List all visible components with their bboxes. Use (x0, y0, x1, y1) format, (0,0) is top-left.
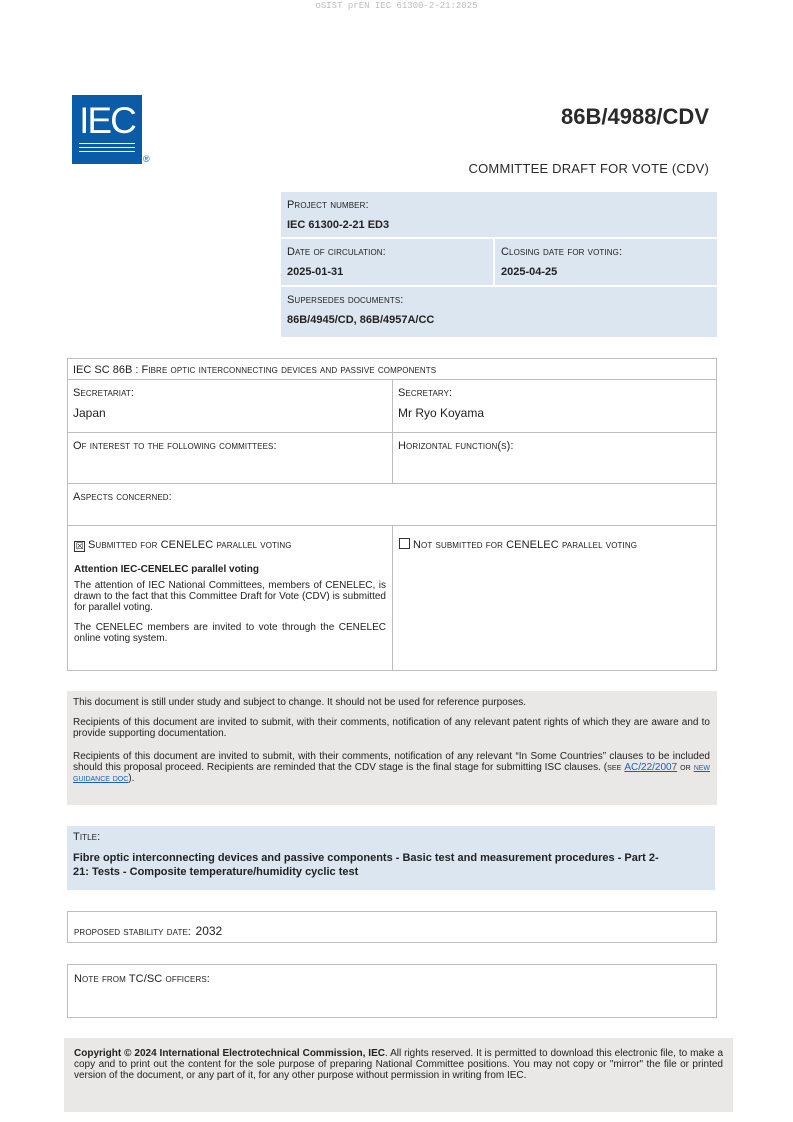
not-submitted-option (399, 535, 637, 553)
committee-title-row (67, 358, 717, 380)
aspects-cell (67, 483, 717, 526)
notice-p2: Recipients of this document are invited to submit, with their comments, notification of any relevant patent rights of which they are aware and to provide supporting documentation. (73, 717, 710, 739)
notice-p3-text: Recipients of this document are invited to submit, with their comments, notification of any relevant “In Some Countries” clauses to be included should this proposal proceed. Recipients are reminded that the CDV stage is the final stage for submitting ISC clauses. ( (73, 751, 710, 773)
secretariat-cell (67, 379, 393, 433)
circulation-date-cell (281, 239, 493, 285)
closing-date-label: Closing date for voting: (501, 246, 623, 258)
horizontal-function-cell (392, 432, 717, 484)
committee-title (73, 364, 436, 376)
supersedes-label: Supersedes documents: (287, 294, 404, 306)
attention-title: Attention IEC-CENELEC parallel voting (74, 564, 260, 575)
attention-paragraph-2: The CENELEC members are invited to vote through the CENELEC online voting system. (74, 622, 386, 644)
copyright-box (64, 1038, 733, 1112)
secretary-value: Mr Ryo Koyama (398, 406, 485, 420)
note-label: Note from TC/SC officers: (74, 973, 210, 985)
committee-name: Fibre optic interconnecting devices and passive components (141, 364, 437, 376)
copyright-text (74, 1048, 723, 1081)
closing-date-cell (495, 239, 717, 285)
committee-id: IEC SC 86B : (73, 364, 142, 376)
checked-checkbox[interactable]: ☒ (75, 541, 84, 551)
not-submitted-label: Not submitted for CENELEC parallel voting (413, 539, 638, 551)
document-number: 86B/4988/CDV (561, 104, 709, 129)
notice-box (67, 691, 717, 805)
notice-end: ). (128, 773, 135, 784)
logo-lines (79, 143, 135, 155)
cenelec-not-submitted-cell (392, 525, 717, 671)
stability (74, 922, 222, 940)
notice-p3 (73, 751, 710, 784)
cenelec-submitted-cell (67, 525, 393, 671)
secretariat-label: Secretariat: (73, 387, 135, 399)
project-number-label: Project number: (287, 199, 369, 211)
copyright-body: . All rights reserved. It is permitted to download this electronic file, to make a copy and to print out the content for the sole purpose of preparing National Committee positions. You may not copy or "mirror" the file or printed version of the document, or any part of it, for any other purpose without permission in writing from IEC. (74, 1048, 724, 1081)
secretary-cell (392, 379, 717, 433)
iec-logo (72, 95, 142, 164)
title-label: Title: (73, 831, 101, 843)
copyright-owner: Copyright © 2024 International Electrotechnical Commission, IEC (74, 1048, 385, 1059)
new-guidance-doc-link[interactable]: new guidance doc (73, 762, 711, 784)
project-number-cell (281, 192, 717, 237)
submitted-option (74, 535, 388, 553)
title-block (67, 826, 715, 890)
interest-label: Of interest to the following committees: (73, 440, 277, 452)
note-box (67, 964, 717, 1018)
document-type: COMMITTEE DRAFT FOR VOTE (CDV) (468, 161, 709, 176)
aspects-label: Aspects concerned: (73, 491, 172, 503)
attention-paragraph-1: The attention of IEC National Committees, members of CENELEC, is drawn to the fact that this Committee Draft for Vote (CDV) is submitted for parallel voting. (74, 580, 386, 613)
supersedes-cell (281, 287, 717, 337)
supersedes-documents: 86B/4945/CD, 86B/4957A/CC (287, 314, 435, 326)
secretary-label: Secretary: (398, 387, 453, 399)
logo-text: IEC (79, 100, 135, 141)
ac-22-2007-link[interactable]: AC/22/2007 (624, 762, 678, 773)
unchecked-checkbox[interactable] (399, 538, 410, 549)
stability-date: 2032 (195, 924, 223, 938)
circulation-date-label: Date of circulation: (287, 246, 386, 258)
stability-row (67, 911, 717, 943)
watermark: oSIST prEN IEC 61300-2-21:2025 (315, 1, 478, 11)
interest-cell (67, 432, 393, 484)
submitted-label: Submitted for CENELEC parallel voting (88, 539, 292, 551)
see-word: see (607, 762, 622, 773)
horizontal-function-label: Horizontal function(s): (398, 440, 514, 452)
closing-date: 2025-04-25 (501, 266, 558, 278)
or-word: or (680, 762, 691, 773)
notice-p1: This document is still under study and subject to change. It should not be used for reference purposes. (73, 697, 527, 708)
document-title: Fibre optic interconnecting devices and passive components - Basic test and measurement procedures - Part 2-21: Tests - Composite temperature/humidity cyclic test (73, 852, 659, 878)
registered-mark: ® (143, 154, 150, 164)
project-number: IEC 61300-2-21 ED3 (287, 219, 390, 231)
circulation-date: 2025-01-31 (287, 266, 344, 278)
secretariat-value: Japan (73, 406, 106, 420)
stability-label: proposed stability date: (74, 926, 192, 938)
